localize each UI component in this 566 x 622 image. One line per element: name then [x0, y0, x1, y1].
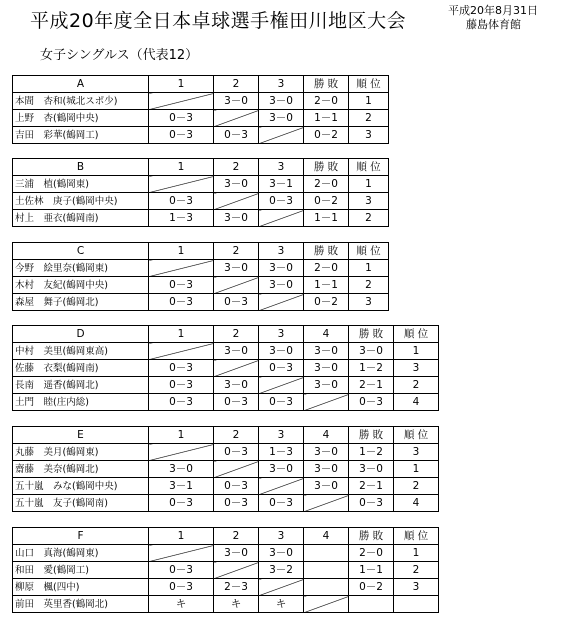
result-cell: 0－3	[149, 127, 214, 144]
group-label: A	[13, 76, 149, 93]
result-cell: 3－0	[304, 461, 349, 478]
result-cell: 3	[394, 360, 439, 377]
result-cell: 3－0	[259, 343, 304, 360]
self-match-cell	[259, 294, 304, 311]
table-row	[13, 127, 389, 144]
table-row	[13, 277, 389, 294]
result-cell: 2－0	[304, 176, 349, 193]
result-cell: 3－0	[214, 545, 259, 562]
result-cell: 0－3	[259, 394, 304, 411]
table-row	[13, 545, 439, 562]
result-cell: 0－3	[214, 495, 259, 512]
table-row	[13, 579, 439, 596]
group-f-table	[12, 527, 439, 613]
column-header: 4	[304, 326, 349, 343]
result-cell: 1－1	[349, 562, 394, 579]
event-venue: 藤島体育館	[466, 18, 521, 31]
result-cell: 3	[349, 294, 389, 311]
result-cell: 3－0	[304, 444, 349, 461]
result-cell: 1－2	[349, 444, 394, 461]
self-match-cell	[149, 444, 214, 461]
self-match-cell	[259, 127, 304, 144]
self-match-cell	[259, 478, 304, 495]
result-cell: 0－2	[304, 193, 349, 210]
result-cell: 3－0	[259, 461, 304, 478]
self-match-cell	[304, 394, 349, 411]
column-header: 1	[149, 528, 214, 545]
self-match-cell	[214, 193, 259, 210]
group-label: B	[13, 159, 149, 176]
player-name: 三浦 植(鶴岡東)	[13, 176, 149, 193]
column-header: 3	[259, 326, 304, 343]
result-cell: 0－3	[149, 495, 214, 512]
result-cell: キ	[259, 596, 304, 613]
result-cell: 2	[349, 210, 389, 227]
column-header: 2	[214, 326, 259, 343]
column-header: 順 位	[394, 427, 439, 444]
table-row	[13, 110, 389, 127]
player-name: 森屋 舞子(鶴岡北)	[13, 294, 149, 311]
table-header-row	[13, 243, 389, 260]
group-e-table	[12, 426, 439, 512]
result-cell	[304, 545, 349, 562]
result-cell: 0－3	[259, 360, 304, 377]
self-match-cell	[149, 260, 214, 277]
table-row	[13, 360, 439, 377]
result-cell: 3－0	[304, 377, 349, 394]
column-header: 順 位	[349, 243, 389, 260]
result-cell: 3－0	[214, 377, 259, 394]
player-name: 前田 英里香(鶴岡北)	[13, 596, 149, 613]
self-match-cell	[214, 110, 259, 127]
result-cell: 2－0	[349, 545, 394, 562]
table-header-row	[13, 159, 389, 176]
result-cell: 3－0	[149, 461, 214, 478]
group-d-table	[12, 325, 439, 411]
self-match-cell	[259, 210, 304, 227]
self-match-cell	[149, 176, 214, 193]
player-name: 木村 友紀(鶴岡中央)	[13, 277, 149, 294]
player-name: 五十嵐 友子(鶴岡南)	[13, 495, 149, 512]
table-row	[13, 394, 439, 411]
column-header: 順 位	[394, 326, 439, 343]
result-cell: 1－3	[149, 210, 214, 227]
result-cell: 3－0	[259, 545, 304, 562]
result-cell: 1－1	[304, 277, 349, 294]
result-cell: キ	[214, 596, 259, 613]
result-cell: 0－2	[304, 294, 349, 311]
result-cell: 3－0	[214, 343, 259, 360]
result-cell: キ	[149, 596, 214, 613]
result-cell: 3	[394, 579, 439, 596]
column-header: 3	[259, 159, 304, 176]
table-row	[13, 495, 439, 512]
self-match-cell	[214, 277, 259, 294]
result-cell: 1	[394, 461, 439, 478]
result-cell: 3－0	[214, 210, 259, 227]
result-cell: 2－0	[304, 93, 349, 110]
column-header: 4	[304, 528, 349, 545]
result-cell: 0－3	[149, 110, 214, 127]
column-header: 順 位	[349, 76, 389, 93]
player-name: 齋藤 美奈(鶴岡北)	[13, 461, 149, 478]
result-cell: 3	[349, 193, 389, 210]
result-cell: 3－0	[214, 260, 259, 277]
event-subtitle: 女子シングルス（代表12）	[40, 48, 199, 63]
player-name: 山口 真海(鶴岡東)	[13, 545, 149, 562]
result-cell: 2	[349, 277, 389, 294]
result-cell: 3－0	[214, 176, 259, 193]
table-row	[13, 343, 439, 360]
result-cell: 3－1	[149, 478, 214, 495]
result-cell: 0－3	[149, 562, 214, 579]
player-name: 今野 絵里奈(鶴岡東)	[13, 260, 149, 277]
result-cell	[304, 562, 349, 579]
result-cell: 4	[394, 394, 439, 411]
result-cell: 0－2	[349, 579, 394, 596]
result-cell: 0－3	[259, 193, 304, 210]
column-header: 順 位	[394, 528, 439, 545]
result-cell: 1	[349, 176, 389, 193]
table-row	[13, 562, 439, 579]
column-header: 勝 敗	[304, 159, 349, 176]
player-name: 柳原 楓(四中)	[13, 579, 149, 596]
player-name: 丸藤 美月(鶴岡東)	[13, 444, 149, 461]
result-cell: 1	[349, 93, 389, 110]
player-name: 中村 美里(鶴岡東高)	[13, 343, 149, 360]
table-row	[13, 596, 439, 613]
self-match-cell	[149, 343, 214, 360]
result-cell: 3－0	[259, 110, 304, 127]
column-header: 勝 敗	[304, 76, 349, 93]
result-cell: 3－1	[259, 176, 304, 193]
column-header: 1	[149, 326, 214, 343]
result-cell: 3	[349, 127, 389, 144]
result-cell	[304, 579, 349, 596]
result-cell: 1	[394, 545, 439, 562]
self-match-cell	[149, 93, 214, 110]
column-header: 1	[149, 76, 214, 93]
result-cell: 0－3	[214, 294, 259, 311]
result-cell: 1－2	[349, 360, 394, 377]
result-cell: 3－0	[304, 360, 349, 377]
group-label: F	[13, 528, 149, 545]
result-cell: 0－3	[349, 394, 394, 411]
column-header: 順 位	[349, 159, 389, 176]
table-row	[13, 210, 389, 227]
result-cell: 2－3	[214, 579, 259, 596]
result-cell: 2－1	[349, 478, 394, 495]
table-row	[13, 93, 389, 110]
result-cell: 0－3	[214, 127, 259, 144]
player-name: 本間 杏和(城北スポ少)	[13, 93, 149, 110]
self-match-cell	[214, 562, 259, 579]
result-cell: 1	[394, 343, 439, 360]
self-match-cell	[149, 545, 214, 562]
result-cell: 2	[394, 478, 439, 495]
result-cell: 0－2	[304, 127, 349, 144]
column-header: 3	[259, 528, 304, 545]
column-header: 3	[259, 76, 304, 93]
table-row	[13, 294, 389, 311]
result-cell: 1－3	[259, 444, 304, 461]
result-cell: 0－3	[149, 193, 214, 210]
result-cell	[349, 596, 394, 613]
player-name: 和田 愛(鶴岡工)	[13, 562, 149, 579]
group-b-table	[12, 158, 389, 227]
result-cell: 2	[349, 110, 389, 127]
column-header: 勝 敗	[349, 528, 394, 545]
table-header-row	[13, 76, 389, 93]
result-cell: 0－3	[149, 377, 214, 394]
column-header: 勝 敗	[349, 326, 394, 343]
self-match-cell	[259, 579, 304, 596]
column-header: 勝 敗	[304, 243, 349, 260]
event-date: 平成20年8月31日	[448, 4, 538, 17]
result-cell: 3－0	[304, 343, 349, 360]
result-cell: 0－3	[149, 579, 214, 596]
table-header-row	[13, 427, 439, 444]
result-cell: 3－0	[349, 343, 394, 360]
column-header: 2	[214, 243, 259, 260]
result-cell: 0－3	[149, 394, 214, 411]
result-cell: 2－1	[349, 377, 394, 394]
result-cell: 2－0	[304, 260, 349, 277]
table-row	[13, 377, 439, 394]
column-header: 3	[259, 243, 304, 260]
column-header: 2	[214, 427, 259, 444]
table-row	[13, 176, 389, 193]
table-row	[13, 444, 439, 461]
result-cell: 3－0	[304, 478, 349, 495]
self-match-cell	[259, 377, 304, 394]
column-header: 2	[214, 159, 259, 176]
column-header: 2	[214, 528, 259, 545]
group-a-table	[12, 75, 389, 144]
result-cell: 0－3	[149, 277, 214, 294]
player-name: 村上 亜衣(鶴岡南)	[13, 210, 149, 227]
table-row	[13, 461, 439, 478]
result-cell: 1－1	[304, 110, 349, 127]
column-header: 1	[149, 427, 214, 444]
player-name: 土佐林 庚子(鶴岡中央)	[13, 193, 149, 210]
column-header: 4	[304, 427, 349, 444]
result-cell: 4	[394, 495, 439, 512]
result-cell: 3－0	[259, 93, 304, 110]
result-cell	[394, 596, 439, 613]
group-label: D	[13, 326, 149, 343]
result-cell: 0－3	[214, 444, 259, 461]
group-c-table	[12, 242, 389, 311]
result-cell: 3－0	[259, 277, 304, 294]
result-cell: 1－1	[304, 210, 349, 227]
result-cell: 0－3	[259, 495, 304, 512]
column-header: 1	[149, 243, 214, 260]
column-header: 3	[259, 427, 304, 444]
result-cell: 3	[394, 444, 439, 461]
player-name: 土門 睦(庄内総)	[13, 394, 149, 411]
player-name: 五十嵐 みな(鶴岡中央)	[13, 478, 149, 495]
result-cell: 0－3	[349, 495, 394, 512]
result-cell: 3－0	[349, 461, 394, 478]
self-match-cell	[304, 495, 349, 512]
result-cell: 2	[394, 562, 439, 579]
player-name: 長南 遥香(鶴岡北)	[13, 377, 149, 394]
self-match-cell	[214, 360, 259, 377]
player-name: 佐藤 衣梨(鶴岡南)	[13, 360, 149, 377]
table-row	[13, 193, 389, 210]
column-header: 1	[149, 159, 214, 176]
result-cell: 0－3	[214, 394, 259, 411]
group-label: E	[13, 427, 149, 444]
result-cell: 1	[349, 260, 389, 277]
table-header-row	[13, 528, 439, 545]
result-cell: 2	[394, 377, 439, 394]
column-header: 2	[214, 76, 259, 93]
table-row	[13, 260, 389, 277]
player-name: 上野 杏(鶴岡中央)	[13, 110, 149, 127]
group-label: C	[13, 243, 149, 260]
self-match-cell	[304, 596, 349, 613]
column-header: 勝 敗	[349, 427, 394, 444]
self-match-cell	[214, 461, 259, 478]
result-cell: 0－3	[214, 478, 259, 495]
result-cell: 0－3	[149, 294, 214, 311]
result-cell: 3－0	[259, 260, 304, 277]
table-row	[13, 478, 439, 495]
result-cell: 3－0	[214, 93, 259, 110]
page-title: 平成20年度全日本卓球選手権田川地区大会	[30, 10, 407, 32]
result-cell: 0－3	[149, 360, 214, 377]
result-cell: 3－2	[259, 562, 304, 579]
player-name: 吉田 彩華(鶴岡工)	[13, 127, 149, 144]
table-header-row	[13, 326, 439, 343]
